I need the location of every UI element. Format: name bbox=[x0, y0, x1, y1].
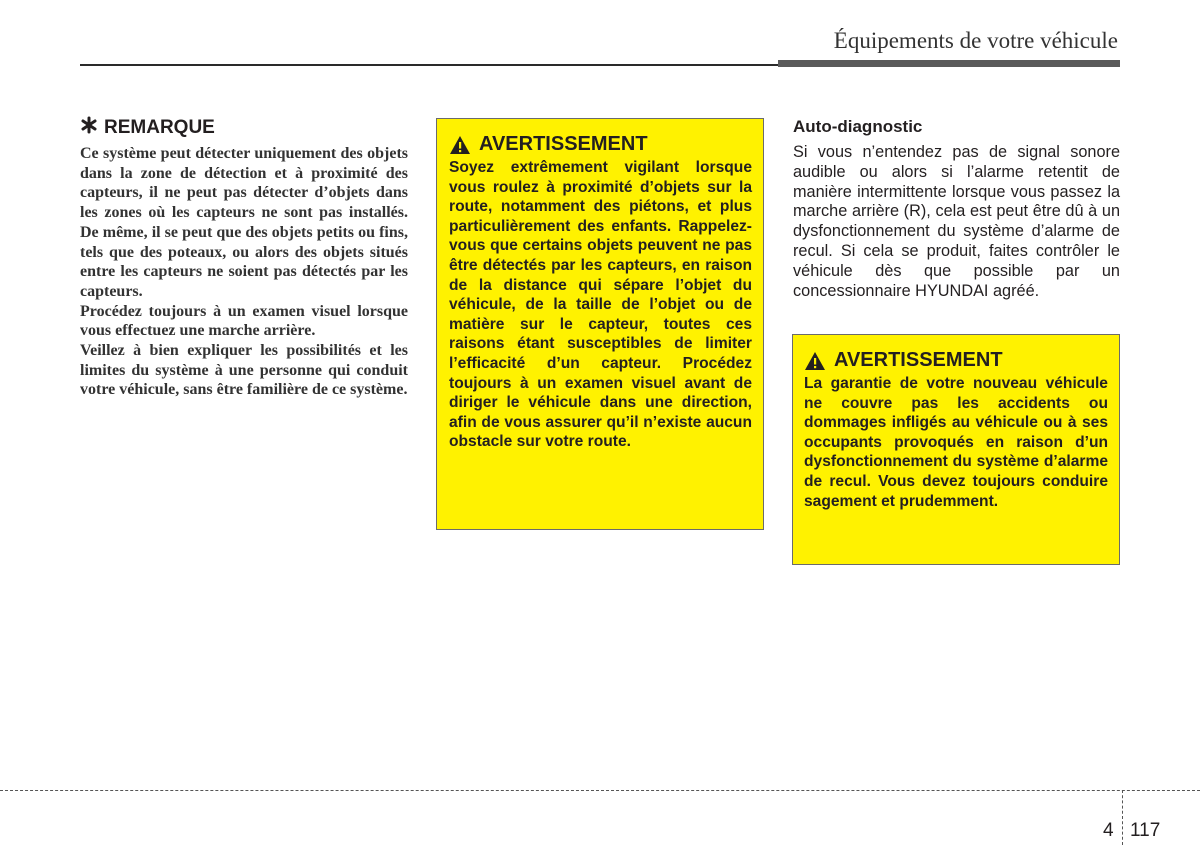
warning-heading bbox=[449, 133, 752, 156]
footer-rule bbox=[0, 790, 1200, 791]
remark-heading-label: REMARQUE bbox=[104, 117, 215, 138]
header-rule bbox=[80, 64, 780, 66]
auto-diagnostic-heading: Auto-diagnostic bbox=[793, 117, 923, 136]
remark-paragraph: Procédez toujours à un examen visuel lorsque vous effectuez une marche arrière. bbox=[80, 302, 408, 340]
warning-title: AVERTISSEMENT bbox=[834, 349, 1003, 371]
remark-heading bbox=[80, 116, 408, 140]
warning-box-warranty bbox=[792, 334, 1120, 565]
auto-diagnostic-section bbox=[793, 117, 1120, 301]
footer-divider bbox=[1122, 790, 1123, 845]
warning-triangle-icon bbox=[804, 351, 826, 371]
warning-title: AVERTISSEMENT bbox=[479, 133, 648, 155]
warning-text: La garantie de votre nouveau véhicule ne couvre pas les accidents ou dommages infligés au véhicule ou à ses occupants provoqués en raison d’un dysfonctionnement du système d’alarme de recul. Vous devez toujours conduire sagement et prudemment. bbox=[804, 375, 1108, 510]
warning-box-sensors bbox=[436, 118, 764, 530]
remark-paragraph: Veillez à bien expliquer les possibilités et les limites du système à une personne qui conduit votre véhicule, sans être familière de ce système. bbox=[80, 342, 408, 399]
remark-paragraph: Ce système peut détecter uniquement des objets dans la zone de détection et à proximité des capteurs, il ne peut pas détecter d’objets dans les zones où les capteurs ne sont pas installés. De même, il se peut que des objets petits ou fins, tels que des poteaux, ou alors des objets situés entre les capteurs ne soient pas détectés par les capteurs. bbox=[80, 145, 408, 300]
warning-heading bbox=[804, 349, 1108, 372]
warning-triangle-icon bbox=[449, 135, 471, 155]
asterisk-icon bbox=[80, 116, 98, 140]
remark-section bbox=[80, 116, 408, 400]
header-rule-accent bbox=[778, 60, 1120, 67]
page-header-title: Équipements de votre véhicule bbox=[833, 28, 1118, 53]
auto-diagnostic-text: Si vous n’entendez pas de signal sonore audible ou alors si l’alarme retentit de manière intermittente lorsque vous passez la marche arrière (R), cela est peut être dû à un dysfonctionnement du système d’alarme de recul. Si cela se produit, faites contrôler le véhicule dès que possible par un concessionnaire HYUNDAI agréé. bbox=[793, 143, 1120, 300]
page-number: 117 bbox=[1130, 820, 1161, 841]
warning-text: Soyez extrêmement vigilant lorsque vous roulez à proximité d’objets sur la route, notamment des piétons, et plus particulièrement des enfants. Rappelez-vous que certains objets peuvent ne pas être détectés par les capteurs, en raison de la distance qui sépare l’objet du véhicule, de la taille de l’objet ou de matière sur le capteur, toutes ces raisons étant susceptibles de limiter l’efficacité d’un capteur. Procédez toujours à un examen visuel avant de diriger le véhicule dans une direction, afin de vous assurer qu’il n’existe aucun obstacle sur votre route. bbox=[449, 159, 752, 451]
chapter-number: 4 bbox=[1103, 820, 1114, 841]
